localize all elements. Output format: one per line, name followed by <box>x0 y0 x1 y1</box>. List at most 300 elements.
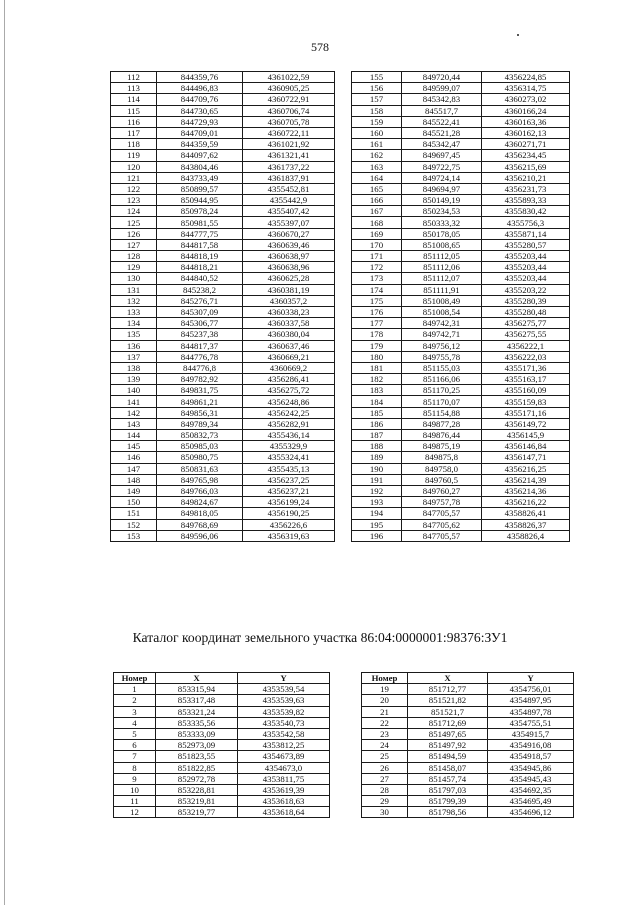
x-coordinate-cell: 853317,48 <box>156 695 238 706</box>
table-row <box>111 441 335 452</box>
x-coordinate-cell: 844817,37 <box>157 340 243 351</box>
table-row <box>111 407 335 418</box>
point-number-cell: 143 <box>111 418 157 429</box>
y-coordinate-cell: 4356214,36 <box>482 485 570 496</box>
y-coordinate-cell: 4360706,74 <box>243 105 335 116</box>
y-coordinate-cell: 4356210,21 <box>482 172 570 183</box>
point-number-cell: 176 <box>352 306 402 317</box>
table-row <box>362 762 574 773</box>
point-number-cell: 19 <box>362 684 408 695</box>
table-header-row <box>114 673 330 684</box>
point-number-cell: 171 <box>352 251 402 262</box>
x-coordinate-cell: 851822,85 <box>156 762 238 773</box>
x-coordinate-cell: 849768,69 <box>157 519 243 530</box>
point-number-cell: 117 <box>111 127 157 138</box>
x-coordinate-cell: 853228,81 <box>156 784 238 795</box>
y-coordinate-cell: 4355280,57 <box>482 239 570 250</box>
table-row <box>362 807 574 818</box>
x-coordinate-cell: 845276,71 <box>157 295 243 306</box>
y-coordinate-cell: 4355171,36 <box>482 362 570 373</box>
x-coordinate-cell: 849766,03 <box>157 485 243 496</box>
table-row <box>111 418 335 429</box>
point-number-cell: 168 <box>352 217 402 228</box>
x-coordinate-cell: 850944,95 <box>157 195 243 206</box>
point-number-cell: 193 <box>352 497 402 508</box>
x-coordinate-cell: 849760,5 <box>402 474 482 485</box>
y-coordinate-cell: 4355436,14 <box>243 430 335 441</box>
y-coordinate-cell: 4356222,03 <box>482 351 570 362</box>
y-coordinate-cell: 4358826,41 <box>482 508 570 519</box>
y-coordinate-cell: 4355324,41 <box>243 452 335 463</box>
x-coordinate-cell: 853335,56 <box>156 717 238 728</box>
x-coordinate-cell: 843733,49 <box>157 172 243 183</box>
y-coordinate-cell: 4358826,37 <box>482 519 570 530</box>
table-row <box>362 695 574 706</box>
table-row <box>111 351 335 362</box>
y-coordinate-cell: 4355435,13 <box>243 463 335 474</box>
x-coordinate-cell: 851797,03 <box>408 784 488 795</box>
point-number-cell: 150 <box>111 497 157 508</box>
x-coordinate-cell: 851823,55 <box>156 751 238 762</box>
table-row <box>352 139 570 150</box>
y-coordinate-cell: 4356314,75 <box>482 83 570 94</box>
table-row <box>111 508 335 519</box>
point-number-cell: 21 <box>362 706 408 717</box>
x-coordinate-cell: 851457,74 <box>408 773 488 784</box>
x-coordinate-cell: 849720,44 <box>402 72 482 83</box>
x-coordinate-cell: 849596,06 <box>157 530 243 541</box>
point-number-cell: 196 <box>352 530 402 541</box>
y-coordinate-cell: 4356275,77 <box>482 318 570 329</box>
table-row <box>111 183 335 194</box>
y-coordinate-cell: 4355329,9 <box>243 441 335 452</box>
y-coordinate-cell: 4360338,23 <box>243 306 335 317</box>
point-number-cell: 170 <box>352 239 402 250</box>
x-coordinate-cell: 849757,78 <box>402 497 482 508</box>
table-row <box>352 407 570 418</box>
point-number-cell: 145 <box>111 441 157 452</box>
y-coordinate-cell: 4360337,58 <box>243 318 335 329</box>
point-number-cell: 177 <box>352 318 402 329</box>
y-coordinate-cell: 4356224,85 <box>482 72 570 83</box>
point-number-cell: 122 <box>111 183 157 194</box>
point-number-cell: 120 <box>111 161 157 172</box>
y-coordinate-cell: 4356286,41 <box>243 374 335 385</box>
point-number-cell: 132 <box>111 295 157 306</box>
y-coordinate-cell: 4356216,22 <box>482 497 570 508</box>
y-coordinate-cell: 4355163,17 <box>482 374 570 385</box>
table-row <box>114 695 330 706</box>
y-coordinate-cell: 4354692,35 <box>488 784 574 795</box>
table-row <box>352 94 570 105</box>
table-row <box>111 251 335 262</box>
table-row <box>114 684 330 695</box>
x-coordinate-cell: 850985,03 <box>157 441 243 452</box>
y-coordinate-cell: 4353540,73 <box>238 717 330 728</box>
x-coordinate-cell: 849755,78 <box>402 351 482 362</box>
x-coordinate-cell: 851154,88 <box>402 407 482 418</box>
point-number-cell: 4 <box>114 717 156 728</box>
x-coordinate-cell: 850149,19 <box>402 195 482 206</box>
point-number-cell: 160 <box>352 127 402 138</box>
x-coordinate-cell: 851112,05 <box>402 251 482 262</box>
x-coordinate-cell: 845306,77 <box>157 318 243 329</box>
table-row <box>111 340 335 351</box>
x-coordinate-cell: 847705,57 <box>402 508 482 519</box>
x-coordinate-cell: 853315,94 <box>156 684 238 695</box>
x-coordinate-cell: 851155,03 <box>402 362 482 373</box>
y-coordinate-cell: 4354695,49 <box>488 796 574 807</box>
point-number-cell: 8 <box>114 762 156 773</box>
x-coordinate-cell: 844818,21 <box>157 262 243 273</box>
y-coordinate-cell: 4355159,83 <box>482 396 570 407</box>
table-row <box>114 762 330 773</box>
table-row <box>352 262 570 273</box>
point-number-cell: 164 <box>352 172 402 183</box>
table-row <box>352 374 570 385</box>
y-coordinate-cell: 4360705,78 <box>243 116 335 127</box>
table-row <box>352 239 570 250</box>
point-number-cell: 136 <box>111 340 157 351</box>
x-coordinate-cell: 845522,41 <box>402 116 482 127</box>
y-coordinate-cell: 4355280,39 <box>482 295 570 306</box>
x-coordinate-cell: 847705,62 <box>402 519 482 530</box>
table-row <box>111 239 335 250</box>
point-number-cell: 166 <box>352 195 402 206</box>
y-coordinate-cell: 4360722,11 <box>243 127 335 138</box>
x-coordinate-cell: 851521,82 <box>408 695 488 706</box>
x-coordinate-cell: 849831,75 <box>157 385 243 396</box>
point-number-cell: 195 <box>352 519 402 530</box>
x-coordinate-cell: 849875,19 <box>402 441 482 452</box>
y-coordinate-cell: 4354755,51 <box>488 717 574 728</box>
point-number-cell: 130 <box>111 273 157 284</box>
point-number-cell: 129 <box>111 262 157 273</box>
point-number-cell: 125 <box>111 217 157 228</box>
table-row <box>111 262 335 273</box>
point-number-cell: 6 <box>114 740 156 751</box>
point-number-cell: 151 <box>111 508 157 519</box>
y-coordinate-cell: 4356231,73 <box>482 183 570 194</box>
x-coordinate-cell: 844840,52 <box>157 273 243 284</box>
y-coordinate-cell: 4360669,21 <box>243 351 335 362</box>
y-coordinate-cell: 4360637,46 <box>243 340 335 351</box>
point-number-cell: 142 <box>111 407 157 418</box>
coordinates-table-lower-left <box>113 672 330 818</box>
point-number-cell: 194 <box>352 508 402 519</box>
point-number-cell: 113 <box>111 83 157 94</box>
table-row <box>362 796 574 807</box>
x-coordinate-cell: 853333,09 <box>156 728 238 739</box>
table-row <box>352 72 570 83</box>
y-coordinate-cell: 4360166,24 <box>482 105 570 116</box>
y-coordinate-cell: 4354696,12 <box>488 807 574 818</box>
header-x: X <box>156 673 238 684</box>
y-coordinate-cell: 4355893,33 <box>482 195 570 206</box>
y-coordinate-cell: 4356147,71 <box>482 452 570 463</box>
y-coordinate-cell: 4356319,63 <box>243 530 335 541</box>
point-number-cell: 167 <box>352 206 402 217</box>
point-number-cell: 7 <box>114 751 156 762</box>
point-number-cell: 28 <box>362 784 408 795</box>
y-coordinate-cell: 4355442,9 <box>243 195 335 206</box>
y-coordinate-cell: 4353619,39 <box>238 784 330 795</box>
point-number-cell: 174 <box>352 284 402 295</box>
point-number-cell: 115 <box>111 105 157 116</box>
coordinates-table-lower-right <box>361 672 574 818</box>
x-coordinate-cell: 850978,24 <box>157 206 243 217</box>
x-coordinate-cell: 851008,49 <box>402 295 482 306</box>
x-coordinate-cell: 849599,07 <box>402 83 482 94</box>
header-number: Номер <box>114 673 156 684</box>
point-number-cell: 116 <box>111 116 157 127</box>
x-coordinate-cell: 852972,78 <box>156 773 238 784</box>
x-coordinate-cell: 849856,31 <box>157 407 243 418</box>
y-coordinate-cell: 4360670,27 <box>243 228 335 239</box>
table-row <box>114 807 330 818</box>
x-coordinate-cell: 851798,56 <box>408 807 488 818</box>
x-coordinate-cell: 849875,8 <box>402 452 482 463</box>
x-coordinate-cell: 849861,21 <box>157 396 243 407</box>
table-row <box>111 452 335 463</box>
table-row <box>362 728 574 739</box>
point-number-cell: 188 <box>352 441 402 452</box>
table-row <box>352 430 570 441</box>
table-row <box>362 706 574 717</box>
point-number-cell: 10 <box>114 784 156 795</box>
table-row <box>111 485 335 496</box>
x-coordinate-cell: 851521,7 <box>408 706 488 717</box>
y-coordinate-cell: 4360905,25 <box>243 83 335 94</box>
x-coordinate-cell: 844496,83 <box>157 83 243 94</box>
y-coordinate-cell: 4360357,2 <box>243 295 335 306</box>
point-number-cell: 140 <box>111 385 157 396</box>
table-row <box>352 508 570 519</box>
y-coordinate-cell: 4355171,16 <box>482 407 570 418</box>
table-row <box>352 497 570 508</box>
point-number-cell: 159 <box>352 116 402 127</box>
y-coordinate-cell: 4355830,42 <box>482 206 570 217</box>
point-number-cell: 186 <box>352 418 402 429</box>
coordinates-table-upper-left <box>110 71 335 542</box>
x-coordinate-cell: 845342,47 <box>402 139 482 150</box>
point-number-cell: 161 <box>352 139 402 150</box>
y-coordinate-cell: 4355756,3 <box>482 217 570 228</box>
y-coordinate-cell: 4353539,54 <box>238 684 330 695</box>
y-coordinate-cell: 4354756,01 <box>488 684 574 695</box>
table-row <box>352 362 570 373</box>
y-coordinate-cell: 4355203,44 <box>482 251 570 262</box>
table-row <box>352 172 570 183</box>
x-coordinate-cell: 849824,67 <box>157 497 243 508</box>
table-row <box>352 530 570 541</box>
point-number-cell: 173 <box>352 273 402 284</box>
point-number-cell: 3 <box>114 706 156 717</box>
x-coordinate-cell: 849724,14 <box>402 172 482 183</box>
point-number-cell: 137 <box>111 351 157 362</box>
point-number-cell: 11 <box>114 796 156 807</box>
header-y: Y <box>238 673 330 684</box>
table-row <box>352 463 570 474</box>
table-row <box>111 195 335 206</box>
point-number-cell: 127 <box>111 239 157 250</box>
y-coordinate-cell: 4355160,09 <box>482 385 570 396</box>
point-number-cell: 121 <box>111 172 157 183</box>
table-row <box>114 706 330 717</box>
y-coordinate-cell: 4356199,24 <box>243 497 335 508</box>
table-row <box>111 94 335 105</box>
table-row <box>352 161 570 172</box>
table-row <box>352 127 570 138</box>
point-number-cell: 138 <box>111 362 157 373</box>
x-coordinate-cell: 849765,98 <box>157 474 243 485</box>
point-number-cell: 24 <box>362 740 408 751</box>
point-number-cell: 23 <box>362 728 408 739</box>
y-coordinate-cell: 4355280,48 <box>482 306 570 317</box>
point-number-cell: 149 <box>111 485 157 496</box>
y-coordinate-cell: 4353618,63 <box>238 796 330 807</box>
y-coordinate-cell: 4356248,86 <box>243 396 335 407</box>
table-row <box>352 418 570 429</box>
table-row <box>111 474 335 485</box>
x-coordinate-cell: 849789,34 <box>157 418 243 429</box>
y-coordinate-cell: 4356190,25 <box>243 508 335 519</box>
table-row <box>352 273 570 284</box>
point-number-cell: 156 <box>352 83 402 94</box>
point-number-cell: 158 <box>352 105 402 116</box>
catalog-title: Каталог координат земельного участка 86:04:0000001:98376:ЗУ1 <box>132 630 508 645</box>
y-coordinate-cell: 4360638,97 <box>243 251 335 262</box>
y-coordinate-cell: 4361737,22 <box>243 161 335 172</box>
table-row <box>352 396 570 407</box>
x-coordinate-cell: 851712,77 <box>408 684 488 695</box>
table-row <box>352 441 570 452</box>
x-coordinate-cell: 851458,07 <box>408 762 488 773</box>
table-row <box>111 150 335 161</box>
point-number-cell: 20 <box>362 695 408 706</box>
point-number-cell: 183 <box>352 385 402 396</box>
point-number-cell: 134 <box>111 318 157 329</box>
y-coordinate-cell: 4361022,59 <box>243 72 335 83</box>
x-coordinate-cell: 851166,06 <box>402 374 482 385</box>
table-row <box>111 206 335 217</box>
table-row <box>352 217 570 228</box>
point-number-cell: 139 <box>111 374 157 385</box>
point-number-cell: 1 <box>114 684 156 695</box>
table-row <box>111 530 335 541</box>
x-coordinate-cell: 851497,92 <box>408 740 488 751</box>
x-coordinate-cell: 849742,71 <box>402 329 482 340</box>
x-coordinate-cell: 849782,92 <box>157 374 243 385</box>
point-number-cell: 123 <box>111 195 157 206</box>
x-coordinate-cell: 850980,75 <box>157 452 243 463</box>
y-coordinate-cell: 4355203,22 <box>482 284 570 295</box>
point-number-cell: 27 <box>362 773 408 784</box>
point-number-cell: 175 <box>352 295 402 306</box>
x-coordinate-cell: 844709,01 <box>157 127 243 138</box>
x-coordinate-cell: 851008,65 <box>402 239 482 250</box>
y-coordinate-cell: 4360669,2 <box>243 362 335 373</box>
point-number-cell: 165 <box>352 183 402 194</box>
table-row <box>114 717 330 728</box>
x-coordinate-cell: 844097,62 <box>157 150 243 161</box>
table-row <box>111 83 335 94</box>
table-row <box>114 728 330 739</box>
y-coordinate-cell: 4355871,14 <box>482 228 570 239</box>
table-row <box>111 284 335 295</box>
x-coordinate-cell: 845342,83 <box>402 94 482 105</box>
scan-speck <box>517 34 519 36</box>
table-row <box>352 485 570 496</box>
y-coordinate-cell: 4356216,25 <box>482 463 570 474</box>
table-row <box>111 105 335 116</box>
table-row <box>352 318 570 329</box>
point-number-cell: 157 <box>352 94 402 105</box>
table-row <box>352 228 570 239</box>
y-coordinate-cell: 4356215,69 <box>482 161 570 172</box>
table-row <box>362 740 574 751</box>
point-number-cell: 126 <box>111 228 157 239</box>
table-row <box>111 172 335 183</box>
x-coordinate-cell: 849742,31 <box>402 318 482 329</box>
x-coordinate-cell: 845238,2 <box>157 284 243 295</box>
page-number: 578 <box>311 40 329 54</box>
x-coordinate-cell: 852973,09 <box>156 740 238 751</box>
table-row <box>111 385 335 396</box>
point-number-cell: 118 <box>111 139 157 150</box>
x-coordinate-cell: 849876,44 <box>402 430 482 441</box>
x-coordinate-cell: 845307,09 <box>157 306 243 317</box>
point-number-cell: 5 <box>114 728 156 739</box>
point-number-cell: 191 <box>352 474 402 485</box>
point-number-cell: 119 <box>111 150 157 161</box>
x-coordinate-cell: 849756,12 <box>402 340 482 351</box>
table-row <box>111 116 335 127</box>
table-row <box>111 295 335 306</box>
table-row <box>352 183 570 194</box>
x-coordinate-cell: 849722,75 <box>402 161 482 172</box>
y-coordinate-cell: 4354897,95 <box>488 695 574 706</box>
y-coordinate-cell: 4360638,96 <box>243 262 335 273</box>
point-number-cell: 22 <box>362 717 408 728</box>
table-row <box>111 228 335 239</box>
table-row <box>352 195 570 206</box>
y-coordinate-cell: 4356149,72 <box>482 418 570 429</box>
x-coordinate-cell: 853219,81 <box>156 796 238 807</box>
y-coordinate-cell: 4353812,25 <box>238 740 330 751</box>
table-row <box>111 161 335 172</box>
x-coordinate-cell: 850178,05 <box>402 228 482 239</box>
y-coordinate-cell: 4356237,25 <box>243 474 335 485</box>
point-number-cell: 141 <box>111 396 157 407</box>
x-coordinate-cell: 851112,07 <box>402 273 482 284</box>
y-coordinate-cell: 4356242,25 <box>243 407 335 418</box>
x-coordinate-cell: 850234,53 <box>402 206 482 217</box>
x-coordinate-cell: 850832,73 <box>157 430 243 441</box>
table-row <box>111 273 335 284</box>
x-coordinate-cell: 851112,06 <box>402 262 482 273</box>
y-coordinate-cell: 4355407,42 <box>243 206 335 217</box>
coordinates-table-upper-right <box>351 71 570 542</box>
y-coordinate-cell: 4353542,58 <box>238 728 330 739</box>
x-coordinate-cell: 845521,28 <box>402 127 482 138</box>
point-number-cell: 153 <box>111 530 157 541</box>
y-coordinate-cell: 4356275,55 <box>482 329 570 340</box>
table-row <box>114 784 330 795</box>
table-row <box>111 318 335 329</box>
table-row <box>111 329 335 340</box>
x-coordinate-cell: 850899,57 <box>157 183 243 194</box>
